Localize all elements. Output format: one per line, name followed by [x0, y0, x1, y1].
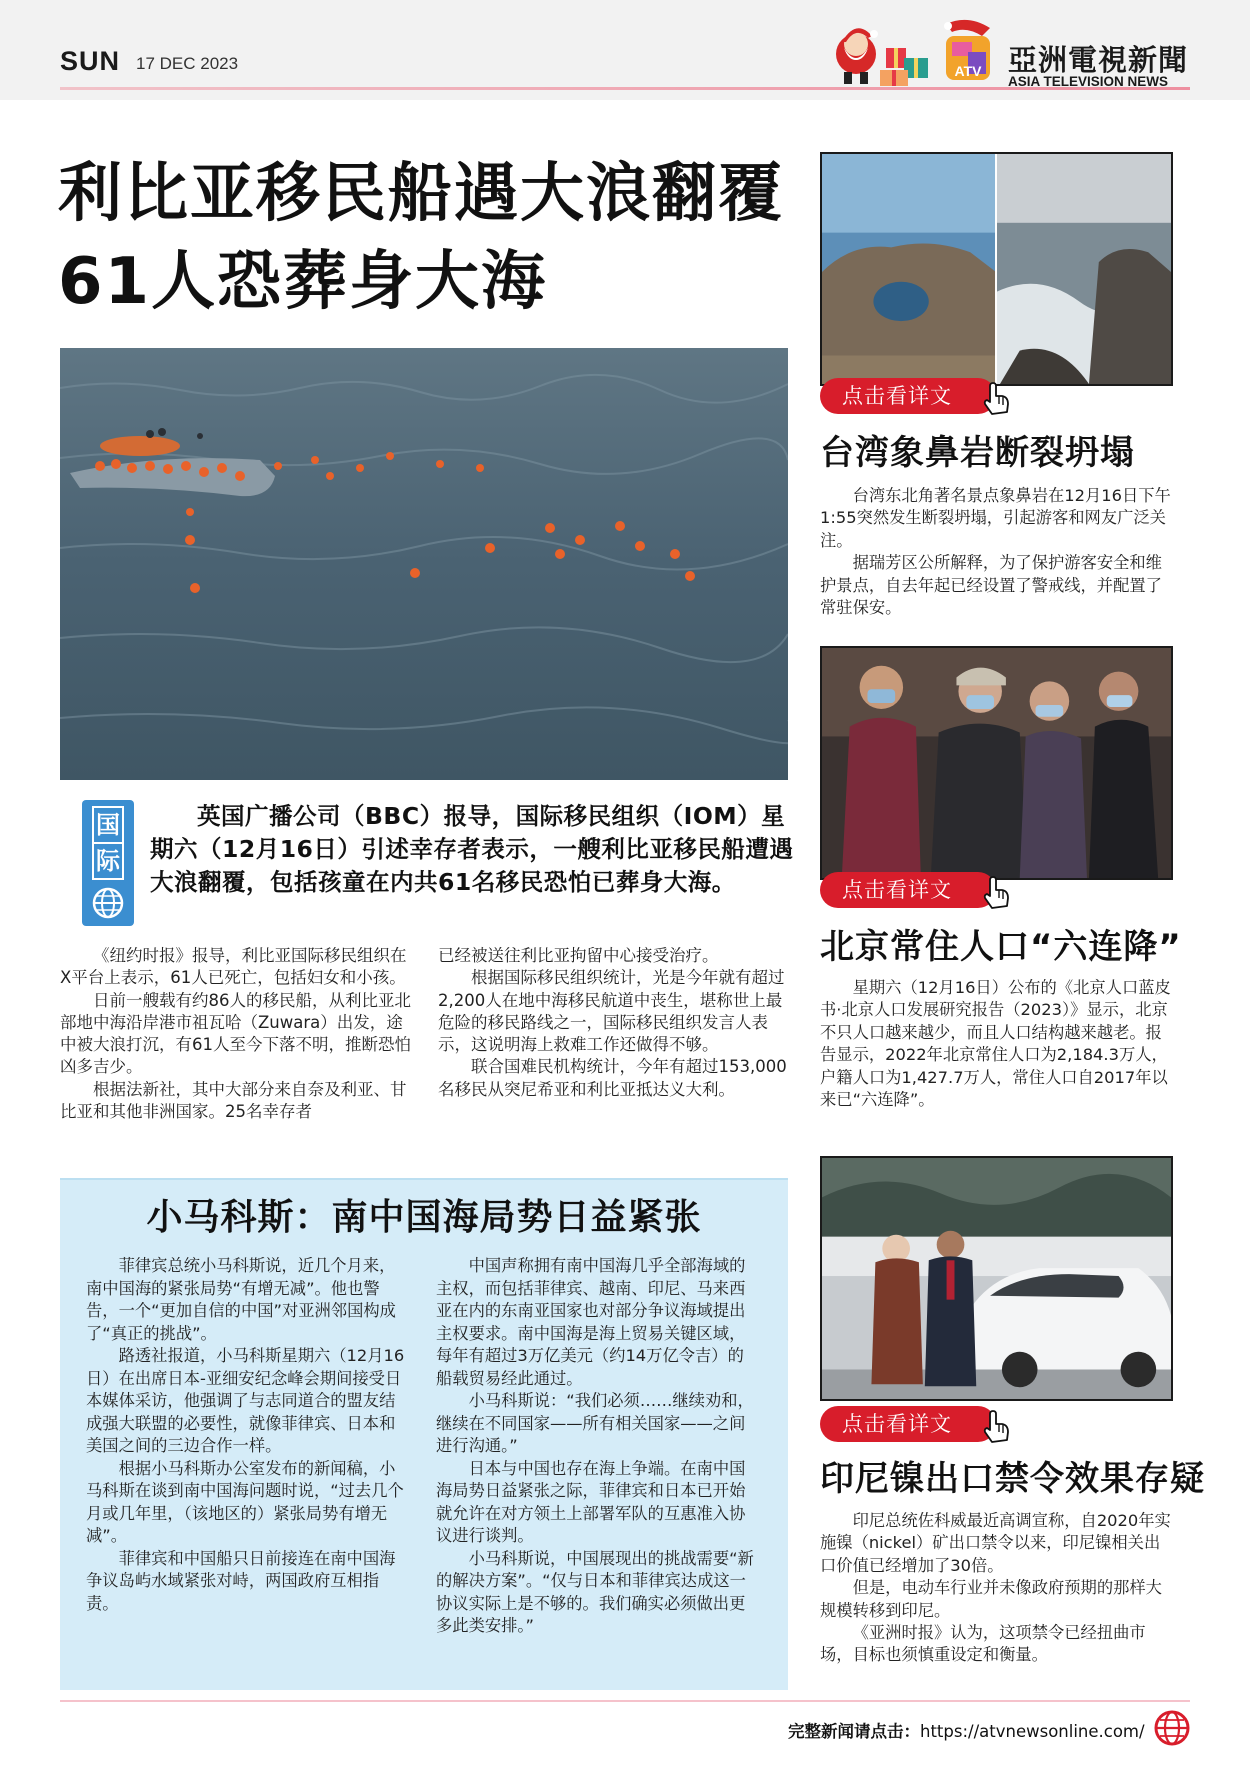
paragraph: 星期六（12月16日）公布的《北京人口蓝皮书·北京人口发展研究报告（2023）》显示，北京不只人口越来越少，而且人口结构越来越老。报告显示，2022年北京常住人口为2,184.3万人，户籍人口为1,427.7万人，常住人口自2017年以来已“六连降”。: [820, 978, 1171, 1110]
paragraph: 但是，电动车行业并未像政府预期的那样大规模转移到印尼。: [820, 1578, 1162, 1620]
section-tag-char-2: 际: [92, 842, 124, 880]
day-label: SUN: [60, 46, 121, 76]
pointer-hand-icon: [980, 876, 1012, 910]
paragraph: 日本与中国也存在海上争端。在南中国海局势日益紧张之际，菲律宾和日本已开始就允许在对方领土上部署军队的互惠准入协议进行谈判。: [436, 1458, 746, 1545]
paragraph: 根据国际移民组织统计，光是今年就有超过2,200人在地中海移民航道中丧生，堪称世上最危险的移民路线之一，国际移民组织发言人表示，这说明海上救难工作还做得不够。: [438, 968, 785, 1055]
paragraph: 菲律宾和中国船只日前接连在南中国海争议岛屿水域紧张对峙，两国政府互相指责。: [86, 1548, 396, 1613]
read-more-label: 点击看详文: [842, 878, 952, 902]
pointer-hand-icon: [980, 382, 1012, 416]
footer-link: [788, 1718, 1145, 1742]
beijing-residents-photo[interactable]: [820, 646, 1173, 880]
south-china-sea-title: 小马科斯：南中国海局势日益紧张: [146, 1197, 702, 1238]
brand-name-en: ASIA TELEVISION NEWS: [1008, 74, 1169, 89]
paragraph: 台湾东北角著名景点象鼻岩在12月16日下午1:55突然发生断裂坍塌，引起游客和网友广泛关注。: [820, 486, 1171, 550]
section-tag-char-1: 国: [92, 806, 124, 844]
footer-link-label: 完整新闻请点击：: [788, 1722, 920, 1741]
santa-gifts-icon: [820, 14, 930, 88]
paragraph: 《纽约时报》报导，利比亚国际移民组织在X平台上表示，61人已死亡，包括妇女和小孩。: [60, 946, 407, 988]
pointer-hand-icon: [980, 1410, 1012, 1444]
indonesia-nickel-title: 印尼镍出口禁令效果存疑: [820, 1459, 1205, 1499]
main-story-column-2: [438, 945, 788, 1101]
brand-name-cn: 亞洲電視新聞: [1008, 43, 1189, 77]
footer-url[interactable]: https://atvnewsonline.com/: [920, 1722, 1145, 1741]
read-more-label: 点击看详文: [842, 384, 952, 408]
paragraph: 印尼总统佐科威最近高调宣称，自2020年实施镍（nickel）矿出口禁令以来，印尼镍相关出口价值已经增加了30倍。: [820, 1511, 1171, 1575]
headline-line-1: 利比亚移民船遇大浪翻覆: [58, 157, 784, 231]
paragraph: 菲律宾总统小马科斯说，近几个月来，南中国海的紧张局势“有增无减”。他也警告，一个“更加自信的中国”对亚洲邻国构成了“真正的挑战”。: [86, 1256, 396, 1343]
south-china-sea-column-2: [436, 1255, 760, 1638]
indonesia-nickel-body: [820, 1510, 1173, 1667]
lead-paragraph: 英国广播公司（BBC）报导，国际移民组织（IOM）星期六（12月16日）引述幸存者表示，一艘利比亚移民船遭遇大浪翻覆，包括孩童在内共61名移民恐怕已葬身大海。: [150, 802, 794, 896]
migrant-boat-photo: [60, 348, 788, 780]
indonesia-car-photo[interactable]: [820, 1156, 1173, 1401]
paragraph: 据瑞芳区公所解释，为了保护游客安全和维护景点，自去年起已经设置了警戒线，并配置了常驻保安。: [820, 553, 1162, 618]
section-tag-international: [82, 800, 134, 926]
read-more-button-beijing[interactable]: [820, 872, 996, 908]
paragraph: 路透社报道，小马科斯星期六（12月16日）在出席日本-亚细安纪念峰会期间接受日本媒体采访，他强调了与志同道合的盟友结成强大联盟的必要性，就像菲律宾、日本和美国之间的三边合作一样。: [86, 1346, 405, 1455]
paragraph: 联合国难民机构统计，今年有超过153,000名移民从突尼希亚和利比亚抵达义大利。: [438, 1057, 787, 1099]
paragraph: 《亚洲时报》认为，这项禁令已经扭曲市场，目标也须慎重设定和衡量。: [820, 1623, 1146, 1665]
globe-link-icon[interactable]: [1152, 1708, 1192, 1748]
beijing-population-body: [820, 977, 1173, 1111]
paragraph: 日前一艘载有约86人的移民船，从利比亚北部地中海沿岸港市祖瓦哈（Zuwara）出发，途中被大浪打沉，有61人至今下落不明，推断恐怕凶多吉少。: [60, 990, 411, 1077]
read-more-button-elephant-rock[interactable]: [820, 378, 996, 414]
beijing-population-title: 北京常住人口“六连降”: [820, 927, 1182, 967]
svg-text:ATV: ATV: [954, 63, 982, 79]
read-more-label: 点击看详文: [842, 1412, 952, 1436]
elephant-rock-title: 台湾象鼻岩断裂坍塌: [820, 433, 1135, 473]
footer-divider: [60, 1700, 1190, 1702]
atv-logo-icon: [938, 14, 998, 86]
paragraph: 根据小马科斯办公室发布的新闻稿，小马科斯在谈到南中国海问题时说，“过去几个月或几年里，（该地区的）紧张局势有增无减”。: [86, 1458, 404, 1545]
main-headline: [58, 150, 818, 326]
elephant-rock-photo[interactable]: [820, 152, 1173, 386]
read-more-button-indonesia[interactable]: [820, 1406, 996, 1442]
paragraph: 根据法新社，其中大部分来自奈及利亚、甘比亚和其他非洲国家。25名幸存者: [60, 1079, 407, 1122]
paragraph: 小马科斯说，中国展现出的挑战需要“新的解决方案”。“仅与日本和菲律宾达成这一协议实际上是不够的。我们确实必须做出更多此类安排。”: [436, 1548, 754, 1635]
date-label: 17 DEC 2023: [136, 54, 239, 73]
elephant-rock-body: [820, 485, 1173, 619]
main-story-column-1: [60, 945, 415, 1123]
globe-icon: [91, 886, 125, 920]
paragraph: 已经被送往利比亚拘留中心接受治疗。: [438, 946, 719, 965]
south-china-sea-column-1: [86, 1255, 408, 1615]
headline-line-2: 61人恐葬身大海: [58, 245, 548, 319]
paragraph: 小马科斯说：“我们必须……继续劝和，继续在不同国家——所有相关国家——之间进行沟通。”: [436, 1391, 754, 1455]
paragraph: 中国声称拥有南中国海几乎全部海域的主权，而包括菲律宾、越南、印尼、马来西亚在内的东南亚国家也对部分争议海域提出主权要求。南中国海是海上贸易关键区域，每年有超过3万亿美元（约14万亿令吉）的船载贸易经此通过。: [436, 1256, 746, 1388]
